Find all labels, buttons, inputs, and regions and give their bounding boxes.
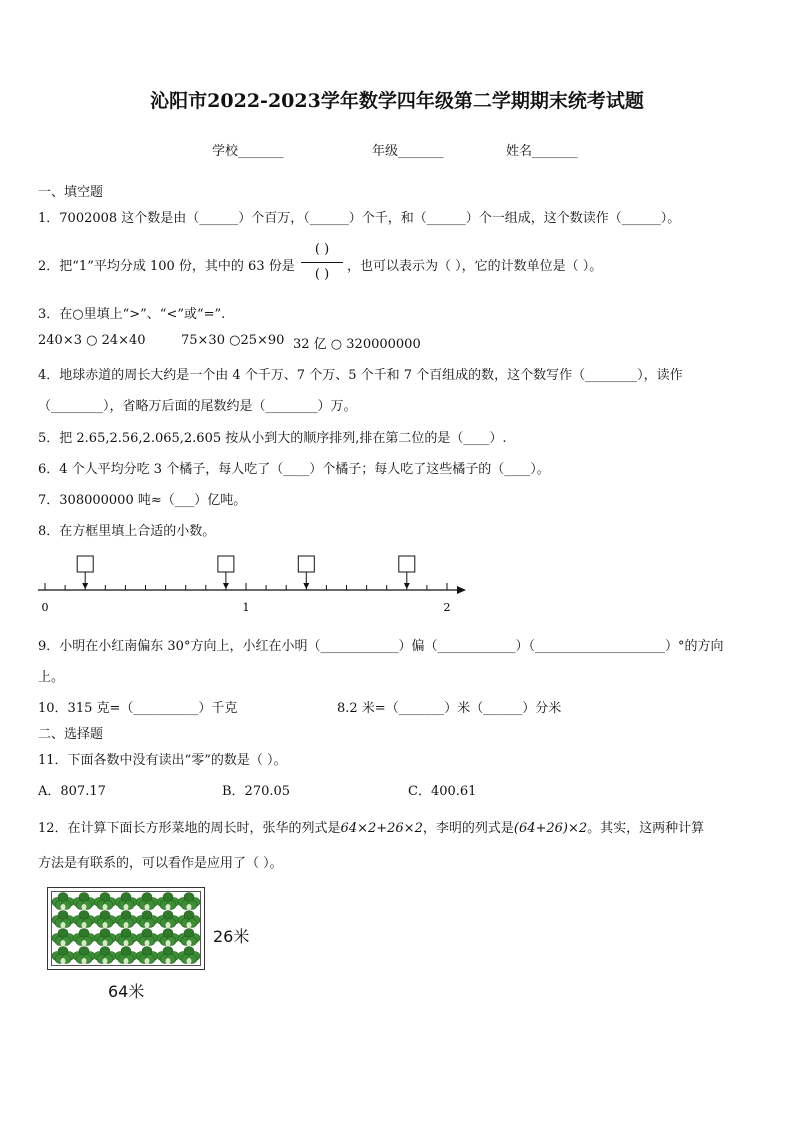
garden-width-label: 64米: [108, 982, 145, 1001]
question-3-item-1: 240×3 ○ 24×40: [38, 333, 146, 348]
number-line: [30, 550, 480, 620]
vegetable-icon: [52, 911, 74, 929]
vegetable-icon: [73, 911, 95, 929]
section-choice: 二、选择题: [38, 727, 104, 742]
question-8: 8．在方框里填上合适的小数。: [38, 524, 216, 539]
answer-box: [218, 556, 234, 572]
vegetable-icon: [94, 893, 116, 911]
vegetable-icon: [157, 947, 179, 965]
vegetable-icon: [115, 929, 137, 947]
vegetable-icon: [94, 929, 116, 947]
question-3-item-3: 32 亿 ○ 320000000: [293, 337, 421, 352]
question-12-text-a: 12．在计算下面长方形菜地的周长时，张华的列式是: [38, 821, 341, 836]
option-b: B．270.05: [222, 784, 291, 799]
fraction-numerator: ( ): [314, 242, 330, 257]
question-2-rest: ，也可以表示为（ ），它的计数单位是（ ）。: [347, 259, 603, 274]
question-7: 7．308000000 吨≈（___）亿吨。: [38, 493, 247, 508]
pointer-arrow: [82, 583, 88, 589]
vegetable-icon: [178, 911, 200, 929]
tick-label: 0: [41, 601, 49, 614]
school-field: 学校_______: [212, 144, 284, 159]
vegetable-icon: [94, 947, 116, 965]
question-4-line-2: （________），省略万后面的尾数约是（________）万。: [38, 399, 357, 414]
vegetable-icon: [73, 929, 95, 947]
question-9-line-1: 9．小明在小红南偏东 30°方向上，小红在小明（____________）偏（____________）（____________________）°的方向: [38, 639, 724, 654]
vegetable-icon: [136, 893, 158, 911]
vegetable-icon: [178, 893, 200, 911]
vegetable-icon: [157, 929, 179, 947]
vegetable-icon: [157, 893, 179, 911]
vegetable-icon: [115, 893, 137, 911]
question-3-item-2: 75×30 ○25×90: [181, 333, 285, 348]
answer-box: [399, 556, 415, 572]
vegetable-icon: [178, 929, 200, 947]
question-1: 1．7002008 这个数是由（______）个百万，（______）个千，和（______）个一组成，这个数读作（______）。: [38, 211, 681, 226]
question-12-line-1: [38, 817, 704, 836]
question-4-line-1: 4．地球赤道的周长大约是一个由 4 个千万、7 个万、5 个千和 7 个百组成的数，这个数写作（________），读作: [38, 368, 683, 383]
option-c: C．400.61: [408, 784, 477, 799]
option-a: A．807.17: [38, 784, 106, 799]
question-9-line-2: 上。: [38, 670, 65, 685]
garden-height-label: 26米: [213, 927, 250, 946]
question-12-text-c: 。其实，这两种计算: [587, 821, 705, 836]
question-2-stem: 2．把“1”平均分成 100 份，其中的 63 份是: [38, 259, 295, 274]
vegetable-icon: [94, 911, 116, 929]
section-fill-in: 一、填空题: [38, 185, 104, 200]
vegetable-icon: [136, 911, 158, 929]
question-5: 5．把 2.65,2.56,2.065,2.605 按从小到大的顺序排列,排在第二位的是（____）.: [38, 431, 507, 446]
vegetable-icon: [52, 947, 74, 965]
garden-inner-border: [51, 891, 201, 966]
vegetable-icon: [73, 947, 95, 965]
vegetable-garden-figure: [47, 887, 205, 970]
question-6: 6．4 个人平均分吃 3 个橘子，每人吃了（____）个橘子；每人吃了这些橘子的（____）。: [38, 462, 550, 477]
vegetable-icon: [52, 893, 74, 911]
question-12-line-2: 方法是有联系的，可以看作是应用了（ ）。: [38, 856, 283, 871]
expression-zhanghua: 64×2+26×2: [340, 821, 423, 836]
vegetable-icon: [52, 929, 74, 947]
fraction-bar: [301, 262, 343, 263]
question-12-text-b: ，李明的列式是: [422, 821, 514, 836]
tick-label: 1: [242, 601, 250, 614]
vegetable-icon: [157, 911, 179, 929]
answer-box: [77, 556, 93, 572]
question-10-part-1: 10．315 克=（__________）千克: [38, 701, 238, 716]
vegetable-icon: [115, 911, 137, 929]
vegetable-icon: [178, 947, 200, 965]
vegetable-plants: [52, 892, 202, 967]
question-11: 11．下面各数中没有读出“零”的数是（ ）。: [38, 753, 287, 768]
page-title: 沁阳市2022-2023学年数学四年级第二学期期末统考试题: [150, 90, 644, 112]
pointer-arrow: [223, 583, 229, 589]
name-field: 姓名_______: [506, 144, 578, 159]
axis-arrowhead: [457, 586, 466, 594]
pointer-arrow: [404, 583, 410, 589]
vegetable-icon: [73, 893, 95, 911]
vegetable-icon: [136, 947, 158, 965]
tick-label: 2: [443, 601, 451, 614]
fraction-denominator: ( ): [314, 267, 330, 282]
answer-box: [298, 556, 314, 572]
question-3: 3．在○里填上“>”、“<”或“=”.: [38, 307, 226, 322]
vegetable-icon: [115, 947, 137, 965]
question-10-part-2: 8.2 米=（_______）米（______）分米: [337, 701, 562, 716]
pointer-arrow: [303, 583, 309, 589]
expression-liming: (64+26)×2: [513, 821, 588, 836]
grade-field: 年级_______: [372, 144, 444, 159]
vegetable-icon: [136, 929, 158, 947]
fraction-blank: [299, 240, 345, 286]
